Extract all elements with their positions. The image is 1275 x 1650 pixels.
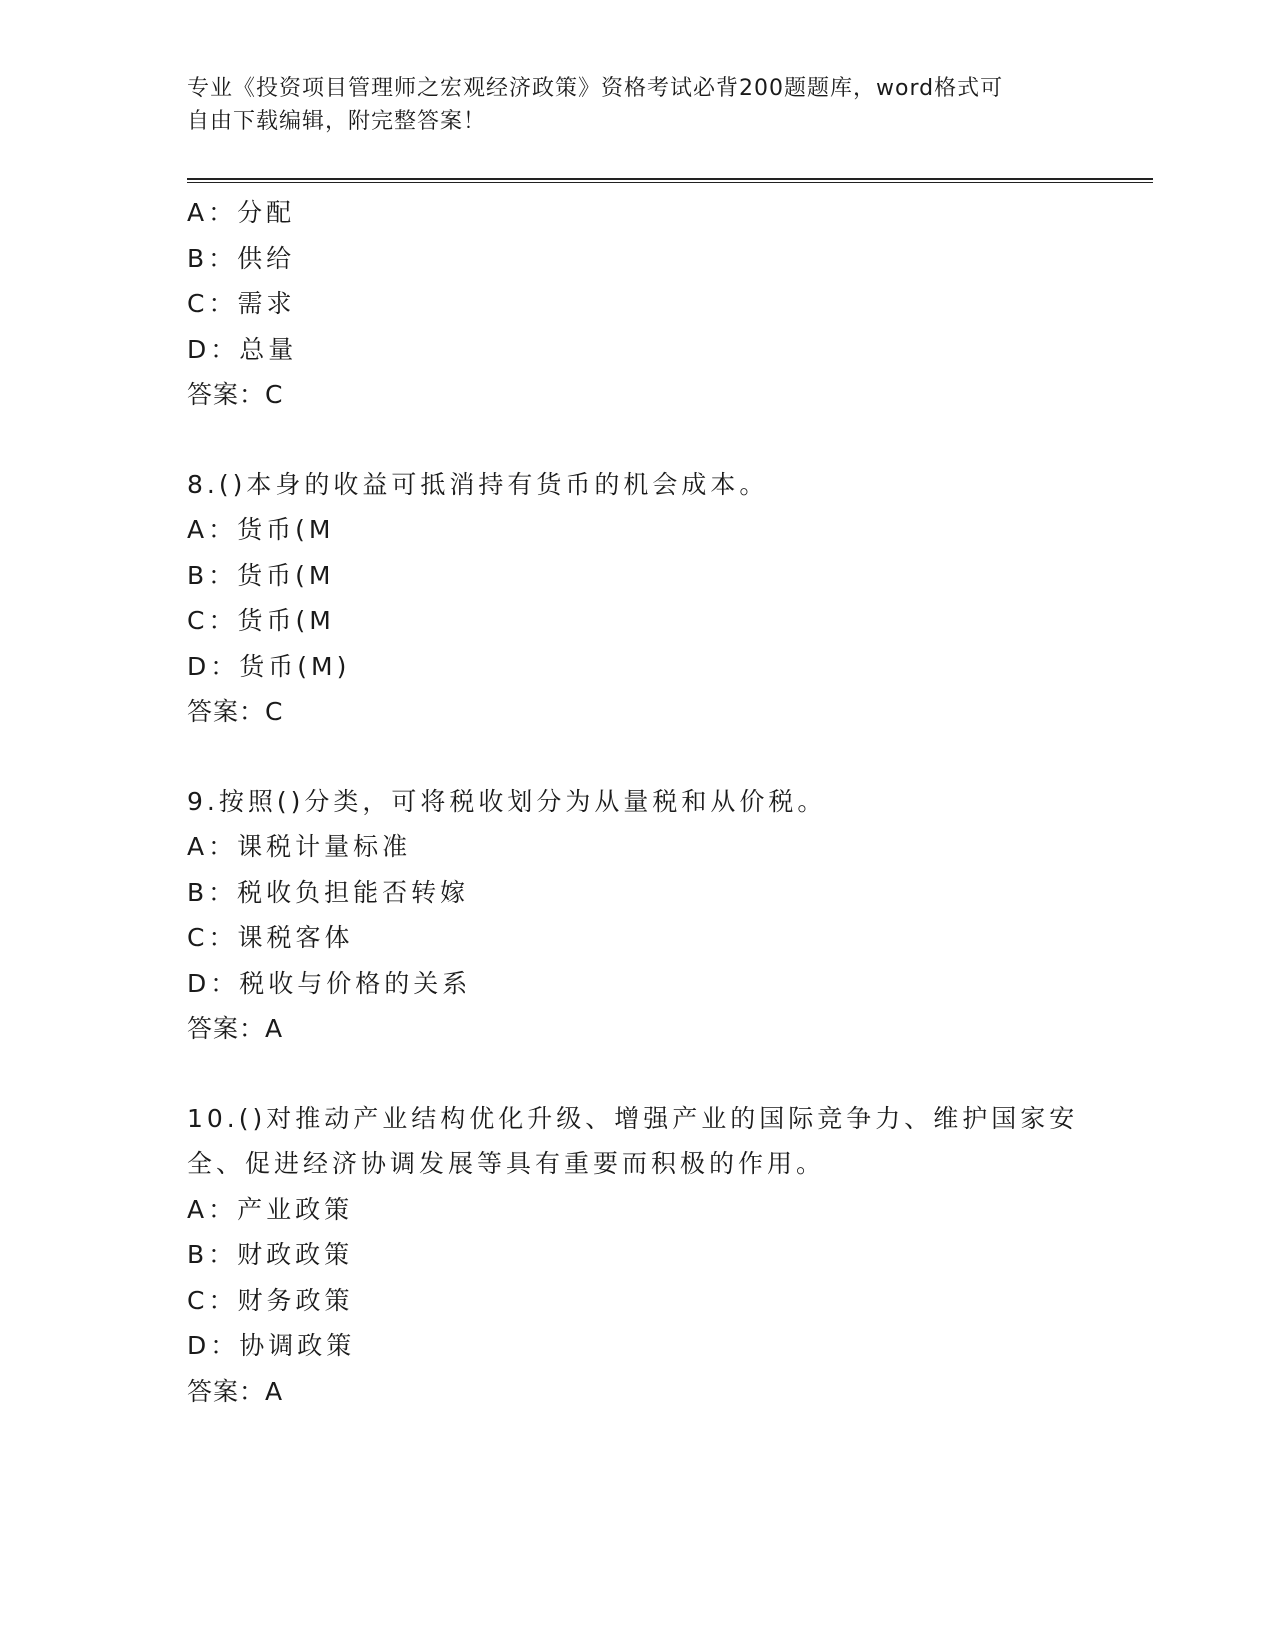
- option-a: A：货币(M: [187, 515, 335, 544]
- option-c: C：货币(M: [187, 606, 335, 635]
- question-stem: 8.()本身的收益可抵消持有货币的机会成本。: [187, 469, 769, 499]
- header-title-line-2: 自由下载编辑，附完整答案！: [187, 109, 487, 134]
- question-8: [187, 462, 1087, 735]
- option-b: B：财政政策: [187, 1240, 354, 1269]
- question-list: [187, 190, 1087, 1414]
- option-a: A：产业政策: [187, 1194, 354, 1224]
- answer: 答案：A: [187, 1014, 284, 1043]
- option-a: A：分配: [187, 198, 296, 227]
- answer: 答案：C: [187, 380, 284, 409]
- option-d: D：税收与价格的关系: [187, 968, 472, 998]
- option-c: C：课税客体: [187, 923, 354, 952]
- spacer: [187, 418, 1087, 462]
- question-stem-line-2: 全、促进经济协调发展等具有重要而积极的作用。: [187, 1149, 826, 1178]
- option-b: B：货币(M: [187, 560, 335, 590]
- spacer: [187, 735, 1087, 779]
- spacer: [187, 1052, 1087, 1096]
- question-9: [187, 779, 1087, 1052]
- document-header: [187, 72, 1067, 138]
- option-d: D：协调政策: [187, 1331, 356, 1360]
- option-a: A：课税计量标准: [187, 832, 412, 861]
- answer: 答案：A: [187, 1376, 284, 1406]
- question-10: [187, 1096, 1087, 1415]
- option-d: D：总量: [187, 334, 298, 364]
- header-title-line-1: 专业《投资项目管理师之宏观经济政策》资格考试必背200题题库，word格式可: [187, 76, 1004, 101]
- header-divider: [187, 178, 1153, 183]
- option-d: D：货币(M): [187, 651, 351, 681]
- option-b: B：税收负担能否转嫁: [187, 877, 470, 907]
- question-stem-line-1: 10.()对推动产业结构优化升级、增强产业的国际竞争力、维护国家安: [187, 1103, 1079, 1133]
- question-7: [187, 190, 1087, 418]
- answer: 答案：C: [187, 697, 284, 726]
- question-stem: 9.按照()分类，可将税收划分为从量税和从价税。: [187, 786, 827, 816]
- option-c: C：需求: [187, 289, 296, 318]
- option-b: B：供给: [187, 243, 296, 273]
- option-c: C：财务政策: [187, 1285, 354, 1315]
